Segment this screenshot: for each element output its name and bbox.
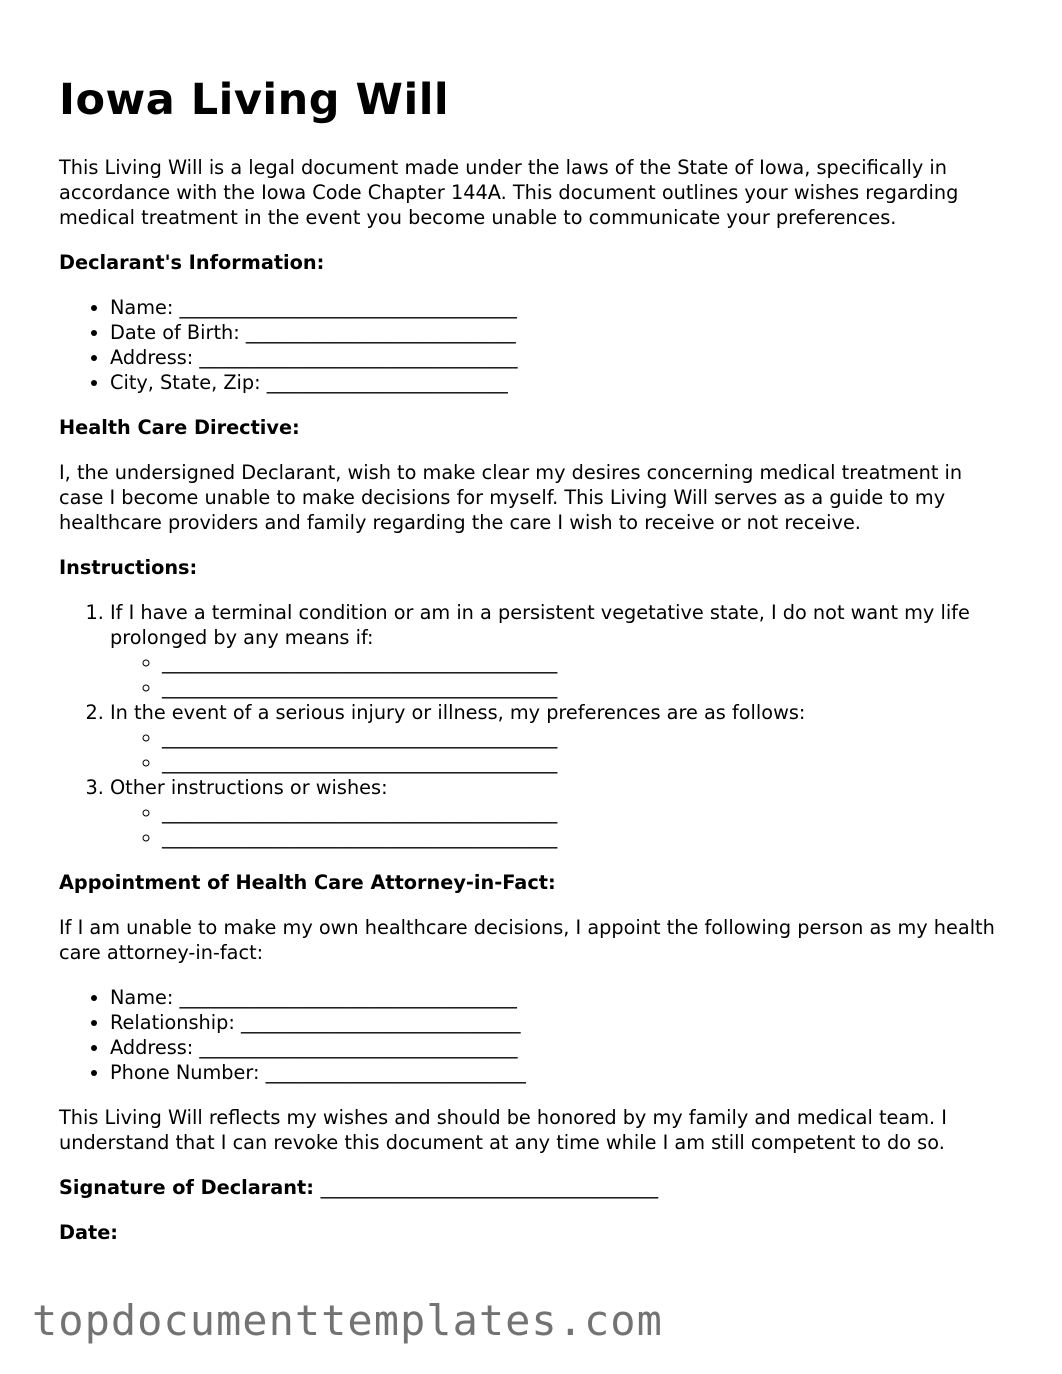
instruction-blank[interactable]: ◦ _________________________________________ [162, 725, 1009, 750]
page-title: Iowa Living Will [59, 75, 450, 125]
instructions-heading: Instructions: [59, 556, 198, 579]
closing-paragraph: This Living Will reflects my wishes and should be honored by my family and medical team. I understand that I can revoke this document at any time while I am still competent to do so. [59, 1106, 947, 1154]
signature-line[interactable]: ___________________________________ [320, 1176, 659, 1199]
instruction-text: Other instructions or wishes: [110, 776, 388, 799]
directive-paragraph: I, the undersigned Declarant, wish to make clear my desires concerning medical treatment in case I become unable to make decisions for myself. This Living Will serves as a guide to my healthcare providers and family regarding the care I wish to receive or not receive. [59, 461, 963, 534]
intro-paragraph: This Living Will is a legal document made under the laws of the State of Iowa, specifically in accordance with the Iowa Code Chapter 144A. This document outlines your wishes regarding medical treatment in the event you become unable to communicate your preferences. [59, 156, 959, 229]
date-label: Date: [59, 1221, 119, 1244]
attorney-paragraph: If I am unable to make my own healthcare decisions, I appoint the following person as my health care attorney-in-fact: [59, 916, 995, 964]
declarant-address-field[interactable]: • Address: _________________________________ [110, 345, 1009, 370]
declarant-dob-field[interactable]: • Date of Birth: ____________________________ [110, 320, 1009, 345]
instruction-blank[interactable]: ◦ _________________________________________ [162, 825, 1009, 850]
document-page [59, 74, 1009, 1265]
signature-label: Signature of Declarant: [59, 1176, 314, 1199]
attorney-fields [59, 985, 1009, 1085]
declarant-name-field[interactable]: • Name: ___________________________________ [110, 295, 1009, 320]
instruction-blank[interactable]: ◦ _________________________________________ [162, 675, 1009, 700]
attorney-name-field[interactable]: • Name: ___________________________________ [110, 985, 1009, 1010]
instruction-blank[interactable]: ◦ _________________________________________ [162, 800, 1009, 825]
watermark: topdocumenttemplates.com [32, 1296, 663, 1345]
instruction-blank[interactable]: ◦ _________________________________________ [162, 650, 1009, 675]
directive-heading: Health Care Directive: [59, 416, 300, 439]
instruction-item [110, 775, 1009, 850]
instruction-item [110, 600, 1009, 700]
attorney-relationship-field[interactable]: • Relationship: _____________________________ [110, 1010, 1009, 1035]
instruction-text: If I have a terminal condition or am in a persistent vegetative state, I do not want my life prolonged by any means if: [110, 601, 970, 649]
declarant-city-field[interactable]: • City, State, Zip: _________________________ [110, 370, 1009, 395]
instruction-blank[interactable]: ◦ _________________________________________ [162, 750, 1009, 775]
instruction-item [110, 700, 1009, 775]
attorney-address-field[interactable]: • Address: _________________________________ [110, 1035, 1009, 1060]
instructions-list [59, 600, 1009, 850]
declarant-fields [59, 295, 1009, 395]
signature-row [59, 1175, 1009, 1200]
attorney-heading: Appointment of Health Care Attorney-in-Fact: [59, 871, 556, 894]
instruction-text: In the event of a serious injury or illness, my preferences are as follows: [110, 701, 806, 724]
declarant-heading: Declarant's Information: [59, 251, 325, 274]
attorney-phone-field[interactable]: • Phone Number: ___________________________ [110, 1060, 1009, 1085]
